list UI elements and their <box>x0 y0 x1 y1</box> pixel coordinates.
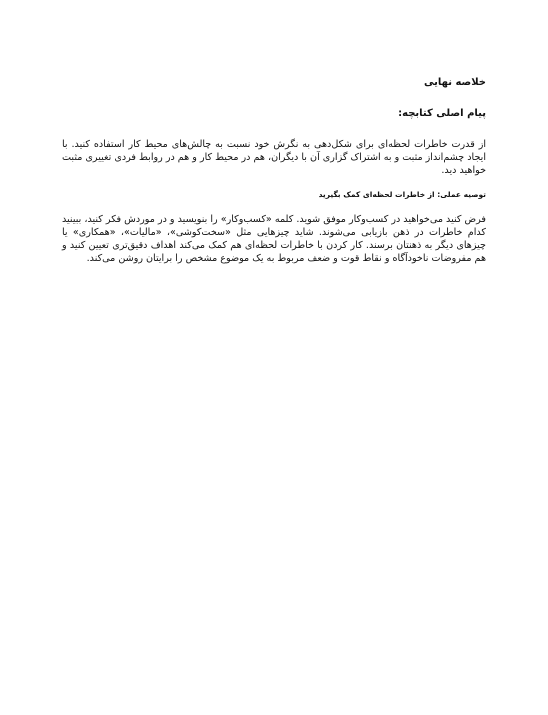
practical-tip-heading: توصیه عملی: از خاطرات لحظه‌ای کمک بگیرید <box>318 190 486 199</box>
key-message-paragraph: از قدرت خاطرات لحظه‌ای برای شکل‌دهی به نگرش خود نسبت به چالش‌های محیط کار استفاده کنید. با ایجاد چشم‌انداز مثبت و به اشتراک گزاری آن با دیگران، هم در محیط کار و هم در روابط فردی تغییری مثبت خواهید دید. <box>62 139 486 176</box>
final-summary-heading: خلاصه نهایی <box>424 77 486 88</box>
key-message-heading: پیام اصلی کتابچه: <box>398 108 486 119</box>
practical-tip-paragraph: فرض کنید می‌خواهید در کسب‌وکار موفق شوید. کلمه «کسب‌وکار» را بنویسید و در موردش فکر کنید، ببینید کدام خاطرات در ذهن بازیابی می‌شوند. شاید چیزهایی مثل «سخت‌کوشی»، «مالیات»، «همکاری» یا چیزهای دیگر به ذهنتان برسند. کار کردن با خاطرات لحظه‌ای هم کمک می‌کند اهداف دقیق‌تری تعیین کنید و هم مفروضات ناخودآگاه و نقاط قوت و ضعف مربوط به یک موضوع مشخص را برایتان روشن می‌کند. <box>62 214 486 264</box>
document-body <box>62 76 486 277</box>
